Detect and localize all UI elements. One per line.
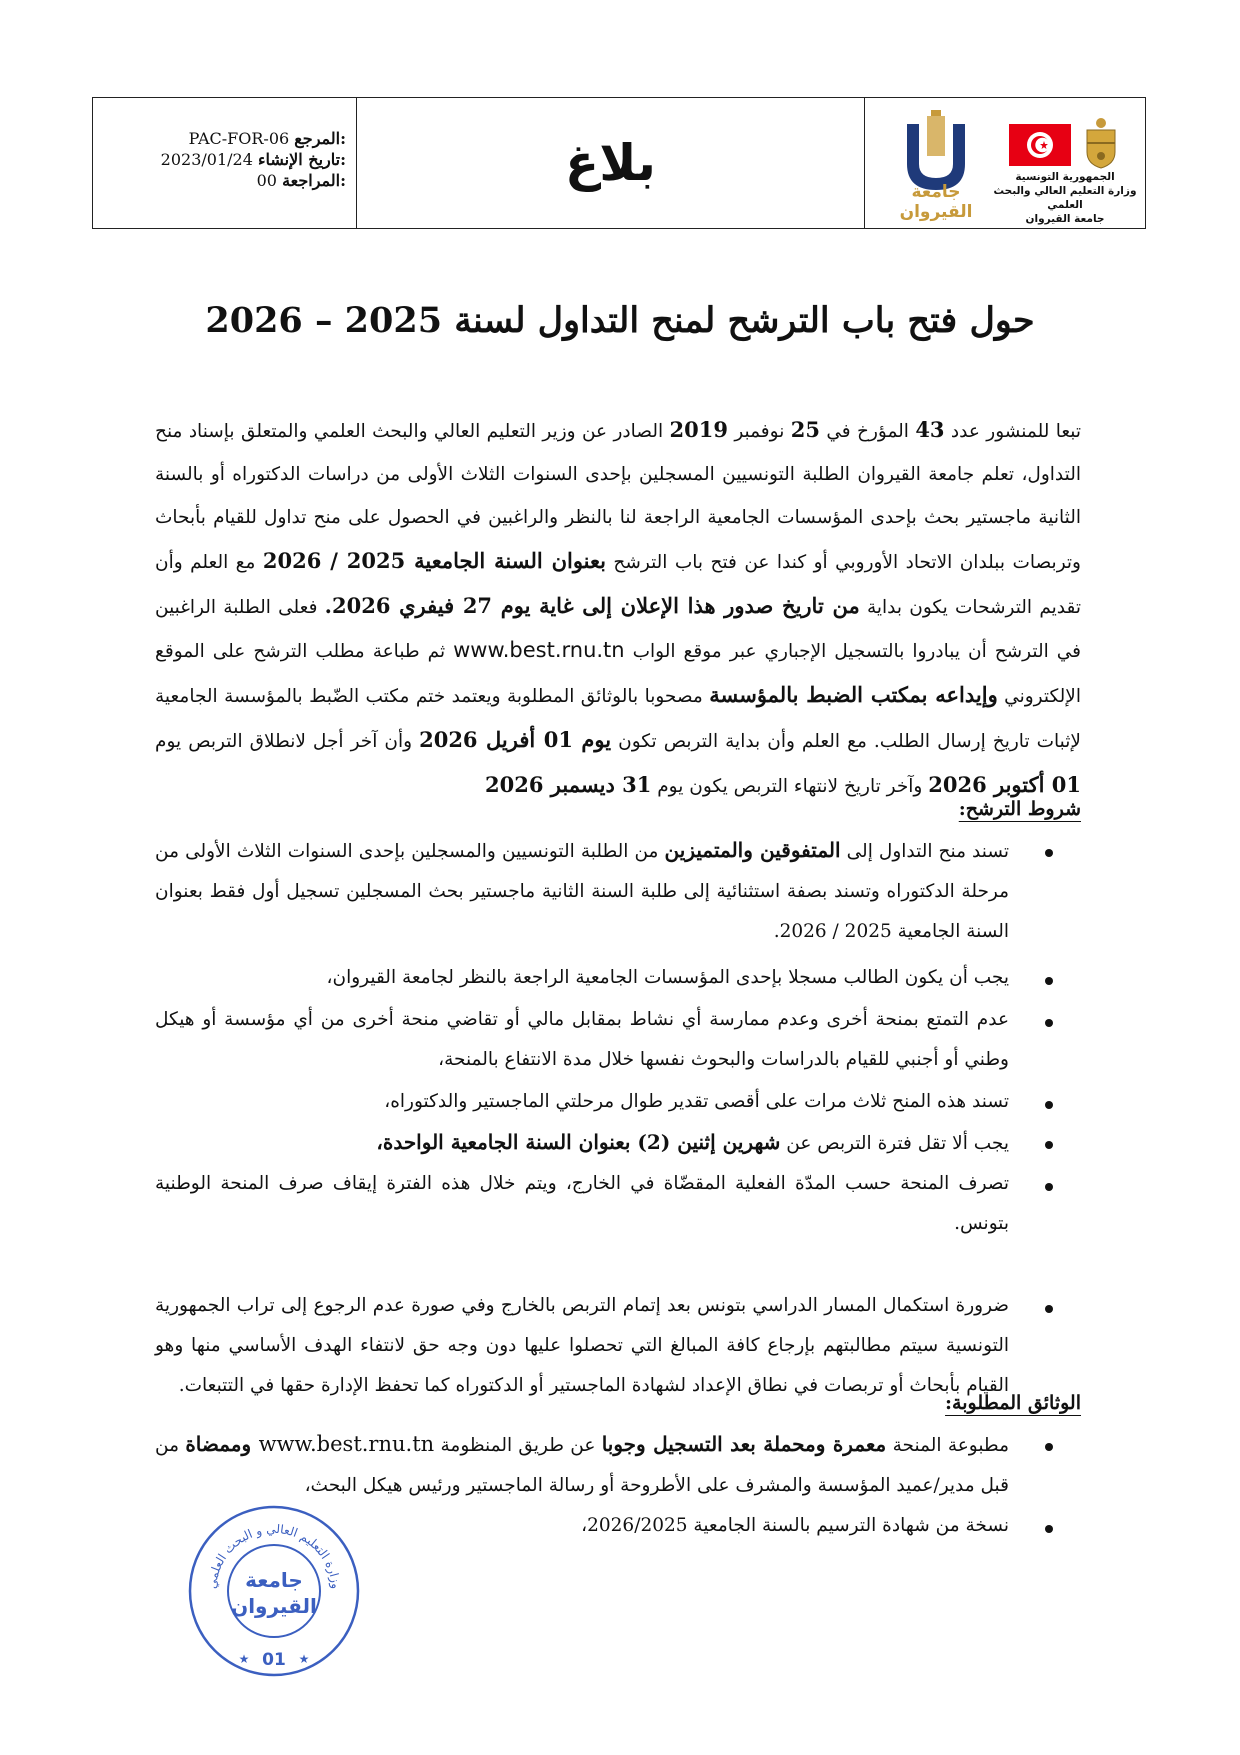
revision-label: المراجعة:: [282, 171, 346, 190]
revision-value: 00: [256, 171, 277, 190]
document-type: بلاغ: [565, 134, 656, 192]
intro-bold: 25: [790, 417, 820, 442]
bullet-icon: [1045, 977, 1053, 985]
list-item: [155, 1082, 1081, 1122]
creation-date-value: 2023/01/24: [160, 150, 253, 169]
item-text: تصرف المنحة حسب المدّة الفعلية المقضّاة في الخارج، ويتم خلال هذه الفترة إيقاف صرف المنحة الوطنية بتونس.: [155, 1173, 1009, 1234]
bullet-icon: [1045, 1305, 1053, 1313]
item-text: يجب ألا تقل فترة التربص عن: [780, 1133, 1009, 1154]
intro-text: وآخر تاريخ لانتهاء التربص يكون يوم: [651, 776, 929, 797]
intro-bold: 43: [915, 417, 945, 442]
stamp-top-text: جامعة: [245, 1568, 303, 1592]
item-text: ضرورة استكمال المسار الدراسي بتونس بعد إتمام التربص بالخارج وفي صورة عدم الرجوع إلى تراب الجمهورية التونسية سيتم مطالبتهم بإرجاع كافة المبالغ التي تحصلوا عليها دون وجه حق لانتفاء الهدف الأساسي منها وهو القيام بأبحاث أو تربصات في نطاق الإعداد لشهادة الماجستير أو الدكتوراه كما تحفظ الإدارة حقها في التتبعات.: [155, 1295, 1009, 1396]
conditions-heading: شروط الترشح:: [958, 798, 1081, 820]
list-item: [155, 1424, 1081, 1506]
intro-text: وأن آخر أجل لانطلاق التربص يوم: [155, 731, 420, 752]
bullet-icon: [1045, 1141, 1053, 1149]
intro-bold: بعنوان السنة الجامعية 2025 / 2026: [262, 548, 606, 573]
ministry-text: [985, 170, 1145, 226]
documents-heading: الوثائق المطلوبة:: [945, 1392, 1081, 1414]
item-text: عن طريق المنظومة: [434, 1435, 602, 1456]
revision-row: [161, 170, 346, 191]
university-stamp: [186, 1503, 362, 1679]
intro-bold: 01 أكتوبر 2026: [928, 772, 1081, 797]
intro-text: المؤرخ في: [819, 421, 916, 442]
list-item: [155, 1000, 1081, 1080]
item-text: تسند منح التداول إلى: [840, 841, 1010, 862]
bullet-icon: [1045, 1019, 1053, 1027]
flag-crescent-icon: [1025, 130, 1055, 160]
stamp-ring-textpath: وزارة التعليم العالي و البحث العلمي: [204, 1521, 344, 1590]
bullet-icon: [1045, 849, 1053, 857]
tunisia-flag-icon: [1009, 124, 1071, 166]
reference-label: المرجع:: [294, 129, 346, 148]
reference-row: [161, 128, 346, 149]
stamp-star-icon: ★: [298, 1652, 310, 1666]
bullet-icon: [1045, 1101, 1053, 1109]
logos-cell: [865, 98, 1145, 228]
document-type-cell: [357, 98, 865, 228]
item-text: نسخة من شهادة الترسيم بالسنة الجامعية 2026/2025،: [581, 1515, 1009, 1536]
intro-paragraph: [155, 408, 1081, 808]
intro-text: مصحوبا بالوثائق المطلوبة ويعتمد ختم مكتب الضّبط بالمؤسسة الجامعية لإثبات تاريخ إرسال الطلب. مع العلم وأن بداية التربص تكون: [155, 686, 1081, 752]
ministry-line-3: جامعة القيروان: [1025, 213, 1105, 225]
university-logo-text: جامعة القيروان: [899, 182, 973, 222]
item-text: مطبوعة المنحة: [886, 1435, 1009, 1456]
intro-bold: 31 ديسمبر 2026: [485, 772, 652, 797]
creation-date-row: [161, 149, 346, 170]
item-text: تسند هذه المنح ثلاث مرات على أقصى تقدير طوال مرحلتي الماجستير والدكتوراه،: [384, 1091, 1009, 1112]
bullet-icon: [1045, 1183, 1053, 1191]
website-link[interactable]: www.best.rnu.tn: [258, 1432, 435, 1456]
coat-of-arms-icon: [1083, 116, 1119, 170]
bullet-icon: [1045, 1525, 1053, 1533]
intro-bold: وإيداعه بمكتب الضبط بالمؤسسة: [709, 682, 998, 707]
item-bold: وممضاة: [185, 1432, 259, 1456]
item-bold: معمرة ومحملة بعد التسجيل وجوبا: [601, 1432, 887, 1456]
creation-date-label: تاريخ الإنشاء:: [257, 150, 346, 169]
list-item: [155, 1164, 1081, 1244]
intro-text: الصادر عن وزير التعليم العالي والبحث العلمي والمتعلق بإسناد منح التداول، تعلم جامعة القيروان الطلبة التونسيين المسجلين بإحدى السنوات الثلاث الأولى من دراسات الدكتوراه أو بالسنة الثانية ماجستير بحث بإحدى المؤسسات الجامعية الراجعة لنا بالنظر والراغبين في الحصول على منح تداول للقيام بأبحاث وتربصات ببلدان الاتحاد الأوروبي أو كندا عن فتح باب الترشح: [155, 421, 1081, 573]
page-title: حول فتح باب الترشح لمنح التداول لسنة 2025 – 2026: [205, 300, 1035, 341]
intro-text: فعلى الطلبة الراغبين في الترشح أن يبادروا بالتسجيل الإجباري عبر موقع الواب: [155, 597, 1081, 662]
item-text: من قبل مدير/عميد المؤسسة والمشرف على الأطروحة أو رسالة الماجستير ورئيس هيكل البحث،: [155, 1435, 1009, 1496]
list-item: [155, 1286, 1081, 1406]
conditions-list: [155, 830, 1081, 1406]
item-bold: المتفوقين والمتميزين: [664, 838, 841, 862]
intro-text: تبعا للمنشور عدد: [944, 421, 1082, 442]
item-text: يجب أن يكون الطالب مسجلا بإحدى المؤسسات الجامعية الراجعة بالنظر لجامعة القيروان،: [326, 967, 1009, 988]
list-item: [155, 1122, 1081, 1164]
intro-bold: 2019: [669, 417, 728, 442]
reference-block: [161, 128, 346, 191]
reference-value: PAC-FOR-06: [188, 129, 290, 148]
document-header: [92, 97, 1146, 229]
conditions-list-wrap: [155, 830, 1081, 1406]
website-link[interactable]: www.best.rnu.tn: [453, 638, 625, 662]
list-item: [155, 958, 1081, 998]
ministry-line-2: وزارة التعليم العالي والبحث العلمي: [993, 185, 1137, 211]
item-text: عدم التمتع بمنحة أخرى وعدم ممارسة أي نشاط بمقابل مالي أو تقاضي منحة أخرى من أي مؤسسة أو هيكل وطني أو أجنبي للقيام بالدراسات والبحوث نفسها خلال مدة الانتفاع بالمنحة،: [155, 1009, 1009, 1070]
reference-cell: [93, 98, 357, 228]
stamp-star-icon: ★: [238, 1652, 250, 1666]
stamp-bottom-text: القيروان: [231, 1594, 317, 1618]
item-text: من الطلبة التونسيين والمسجلين بإحدى السنوات الثلاث الأولى من مرحلة الدكتوراه وتسند بصفة استثنائية إلى طلبة السنة الثانية ماجستير بحث المسجلين تسجيل أول فقط بعنوان السنة الجامعية 2025 / 2026.: [155, 841, 1009, 942]
list-item: [155, 830, 1081, 952]
intro-text: مع العلم وأن تقديم الترشحات يكون بداية: [155, 552, 1081, 618]
intro-text: نوفمبر: [727, 421, 791, 442]
intro-bold: من تاريخ صدور هذا الإعلان إلى غاية يوم 27 فيفري 2026.: [324, 593, 860, 618]
stamp-number: 01: [262, 1650, 286, 1670]
intro-text: ثم طباعة مطلب الترشح على الموقع الإلكتروني: [155, 641, 1081, 707]
item-bold: شهرين إثنين (2) بعنوان السنة الجامعية الواحدة،: [376, 1130, 781, 1154]
bullet-icon: [1045, 1443, 1053, 1451]
ministry-line-1: الجمهورية التونسية: [1015, 171, 1115, 183]
intro-bold: يوم 01 أفريل 2026: [419, 727, 612, 752]
